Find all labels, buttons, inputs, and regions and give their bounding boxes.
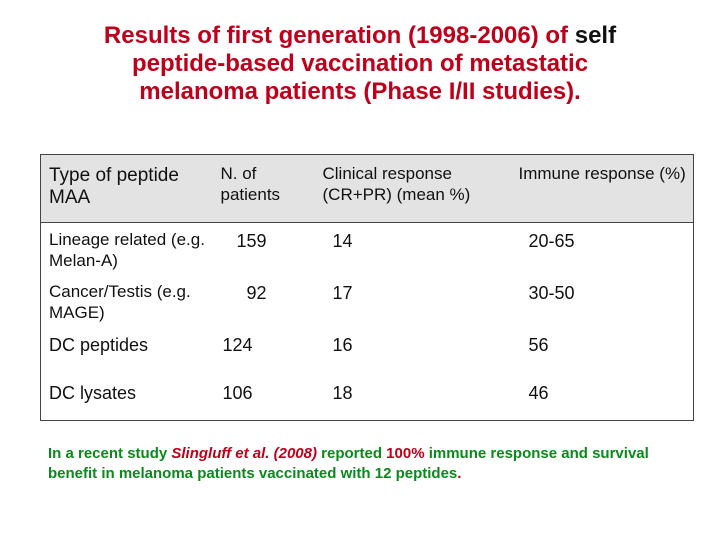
note-part-3: reported bbox=[316, 445, 387, 462]
title-line-3: melanoma patients (Phase I/II studies). bbox=[139, 78, 581, 105]
cell-type: Cancer/Testis (e.g. MAGE) bbox=[49, 281, 191, 322]
table-row bbox=[41, 275, 694, 327]
cell-type: Lineage related (e.g. Melan-A) bbox=[49, 230, 205, 270]
table-row bbox=[41, 223, 694, 275]
note-author: Slingluff et al. bbox=[171, 445, 270, 462]
title-line-2: peptide-based vaccination of metastatic bbox=[131, 50, 589, 77]
cell-patients: 92 bbox=[246, 282, 267, 303]
note-part-4: immune response and survival benefit in melanoma patients vaccinated with 12 peptides bbox=[48, 445, 649, 482]
cell-clinical: 16 bbox=[332, 334, 353, 355]
header-patients: N. of patients bbox=[220, 164, 281, 204]
table-row bbox=[41, 375, 694, 421]
cell-patients: 159 bbox=[236, 231, 267, 251]
cell-type: DC lysates bbox=[49, 382, 137, 403]
header-clinical: Clinical response (CR+PR) (mean %) bbox=[322, 164, 471, 204]
title-line-1 bbox=[20, 22, 700, 50]
results-table bbox=[40, 154, 694, 421]
table-header-row bbox=[41, 155, 694, 223]
cell-clinical: 18 bbox=[332, 382, 353, 403]
footnote bbox=[48, 444, 698, 484]
cell-clinical: 17 bbox=[332, 282, 353, 303]
table-row bbox=[41, 327, 694, 375]
cell-immune: 20-65 bbox=[528, 231, 575, 251]
title-line-1-main: Results of first generation (1998-2006) of bbox=[103, 22, 575, 49]
title-word-self: self bbox=[574, 22, 617, 49]
header-immune: Immune response (%) bbox=[518, 164, 686, 183]
cell-immune: 56 bbox=[528, 334, 549, 355]
cell-patients: 106 bbox=[222, 382, 253, 403]
cell-immune: 46 bbox=[528, 382, 549, 403]
cell-type: DC peptides bbox=[49, 334, 149, 355]
header-type: Type of peptide MAA bbox=[49, 165, 179, 208]
cell-clinical: 14 bbox=[332, 231, 353, 251]
cell-immune: 30-50 bbox=[528, 282, 575, 303]
cell-patients: 124 bbox=[222, 334, 253, 355]
note-percent: 100% bbox=[386, 445, 425, 462]
note-year: (2008) bbox=[273, 445, 317, 462]
slide-title bbox=[20, 22, 700, 106]
note-part-1: In a recent study bbox=[48, 445, 172, 462]
note-end: . bbox=[457, 465, 462, 482]
